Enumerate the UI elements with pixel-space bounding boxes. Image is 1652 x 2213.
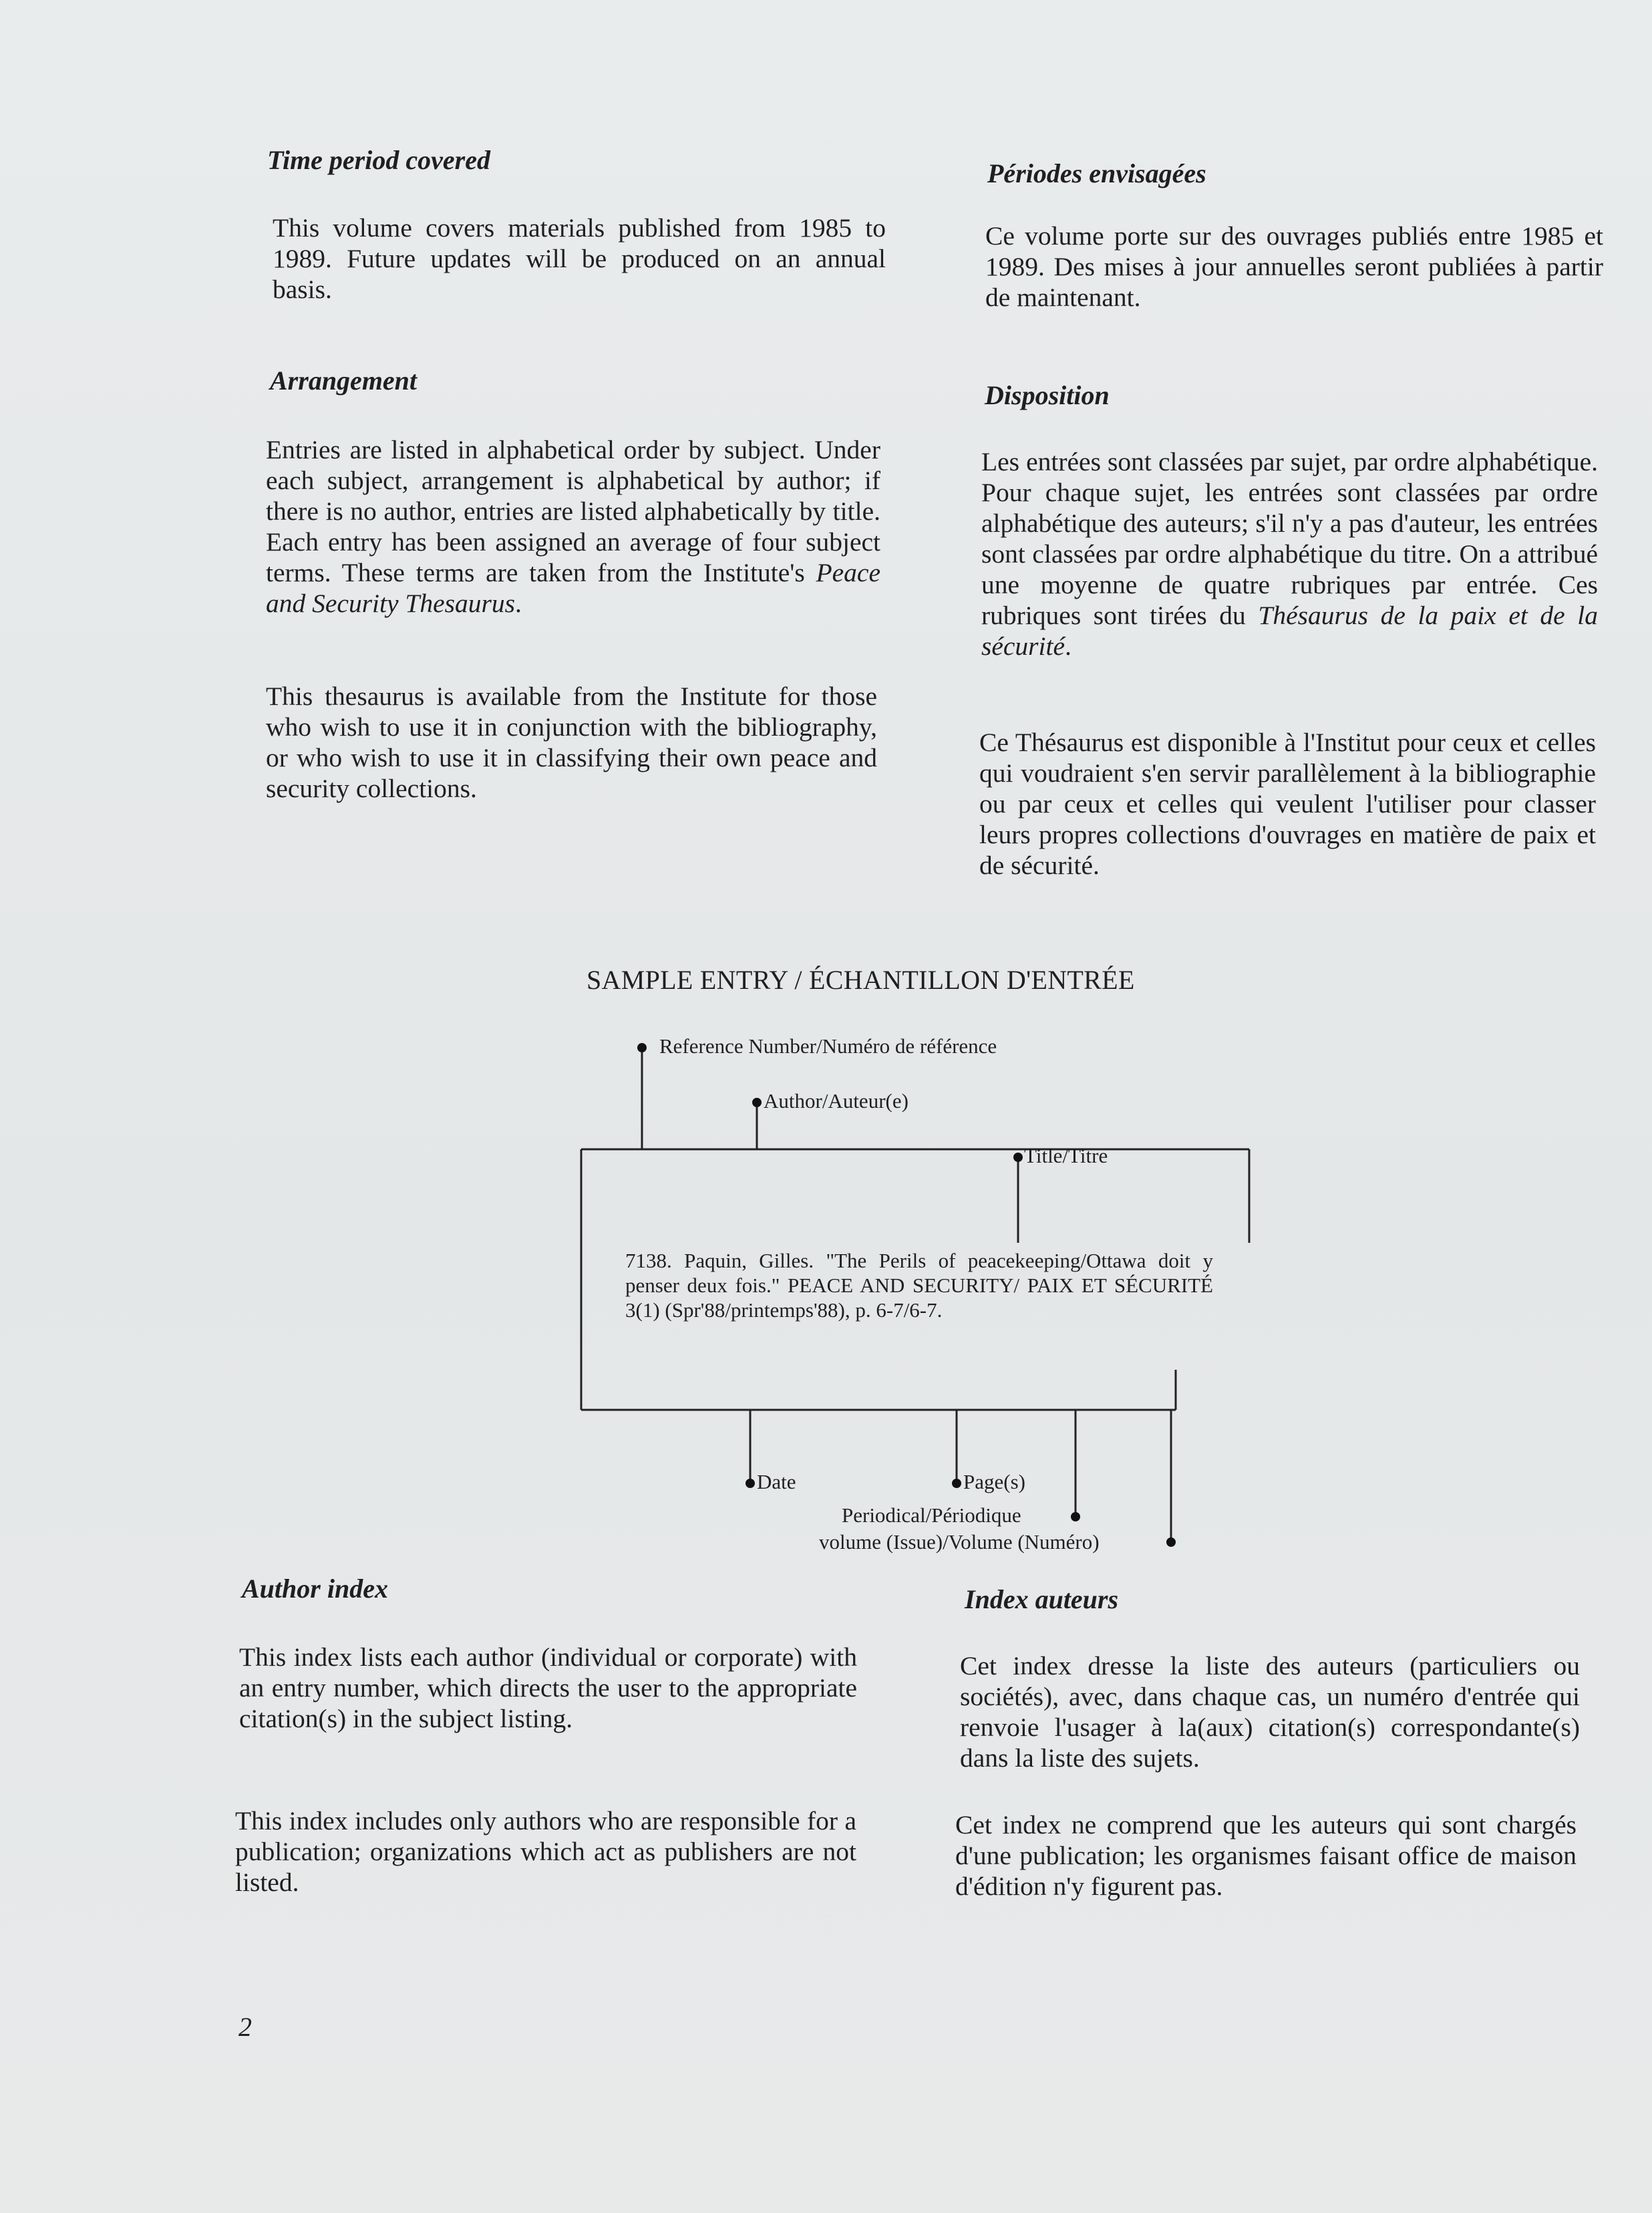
thesaurus-disponible-text: Ce Thésaurus est disponible à l'Institut pour ceux et celles qui voudraient s'en servir parallèlement à la bibliographie ou par ceux et celles qui veulent l'utiliser pour classer leurs propres collections d'ouvrages en matière de paix et de sécurité. xyxy=(979,728,1596,880)
index-auteurs-text-2: Cet index ne comprend que les auteurs qui sont chargés d'une publication; les organismes faisant office de maison d'édition n'y figurent pas. xyxy=(955,1810,1577,1901)
reference-number-label: Reference Number/Numéro de référence xyxy=(659,1034,997,1058)
author-label: Author/Auteur(e) xyxy=(764,1089,908,1113)
time-period-heading: Time period covered xyxy=(267,145,490,175)
title-dot xyxy=(1013,1153,1023,1162)
sample-entry-title: SAMPLE ENTRY / ÉCHANTILLON D'ENTRÉE xyxy=(587,965,1135,995)
sample-entry-text: 7138. Paquin, Gilles. "The Perils of peacekeeping/Ottawa doit y penser deux fois." PEACE AND SECURITY/ PAIX ET SÉCURITÉ 3(1) (Spr'88/printemps'88), p. 6-7/6-7. xyxy=(625,1249,1213,1322)
disposition-heading: Disposition xyxy=(985,380,1110,410)
index-auteurs-text: Cet index dresse la liste des auteurs (particuliers ou sociétés), avec, dans chaque cas, un numéro d'entrée qui renvoie l'usager à la(aux) citation(s) correspondante(s) dans la liste des sujets. xyxy=(960,1651,1580,1773)
author-index-text-2: This index includes only authors who are responsible for a publication; organizations which act as publishers are not listed. xyxy=(235,1806,856,1897)
date-label: Date xyxy=(757,1470,796,1493)
periodical-label: Periodical/Périodique xyxy=(842,1503,1021,1527)
volume-label: volume (Issue)/Volume (Numéro) xyxy=(819,1530,1100,1554)
thesaurus-title-fr: Thésaurus de la paix et de la sécurité xyxy=(981,601,1598,661)
thesaurus-availability-text: This thesaurus is available from the Institute for those who wish to use it in conjunction with the bibliography, or who wish to use it in classifying their own peace and security collections. xyxy=(266,682,877,803)
page-number: 2 xyxy=(238,2012,252,2042)
time-period-text: This volume covers materials published from 1985 to 1989. Future updates will be produced on an annual basis. xyxy=(273,213,886,304)
index-auteurs-heading: Index auteurs xyxy=(965,1584,1119,1614)
reference-dot xyxy=(637,1043,647,1052)
periodes-text: Ce volume porte sur des ouvrages publiés entre 1985 et 1989. Des mises à jour annuelles seront publiées à partir de maintenant. xyxy=(985,221,1603,312)
title-label: Title/Titre xyxy=(1024,1144,1108,1167)
author-dot xyxy=(752,1098,762,1107)
author-index-heading: Author index xyxy=(242,1574,388,1604)
periodical-dot xyxy=(1071,1512,1080,1521)
arrangement-text: Entries are listed in alphabetical order by subject. Under each subject, arrangement is alphabetical by author; if there is no author, entries are listed alphabetically by title. Each entry has been assigned an average of four subject terms. These terms are taken from the Institute's Peace and Security Thesaurus. xyxy=(266,435,880,618)
arrangement-heading: Arrangement xyxy=(270,365,418,396)
author-index-text: This index lists each author (individual or corporate) with an entry number, which directs the user to the appropriate citation(s) in the subject listing. xyxy=(239,1642,857,1733)
date-dot xyxy=(746,1479,755,1488)
pages-label: Page(s) xyxy=(963,1470,1025,1493)
disposition-text: Les entrées sont classées par sujet, par ordre alphabétique. Pour chaque sujet, les entrées sont classées par ordre alphabétique des auteurs; s'il n'y a pas d'auteur, les entrées sont classées par ordre alphabétique du titre. On a attribué une moyenne de quatre rubriques par entrée. Ces rubriques sont tirées du Thésaurus de la paix et de la sécurité. xyxy=(981,447,1598,661)
page-dot xyxy=(952,1479,961,1488)
periodes-heading: Périodes envisagées xyxy=(987,158,1206,188)
thesaurus-title: Peace and Security Thesaurus xyxy=(266,558,880,618)
volume-dot xyxy=(1166,1537,1176,1547)
